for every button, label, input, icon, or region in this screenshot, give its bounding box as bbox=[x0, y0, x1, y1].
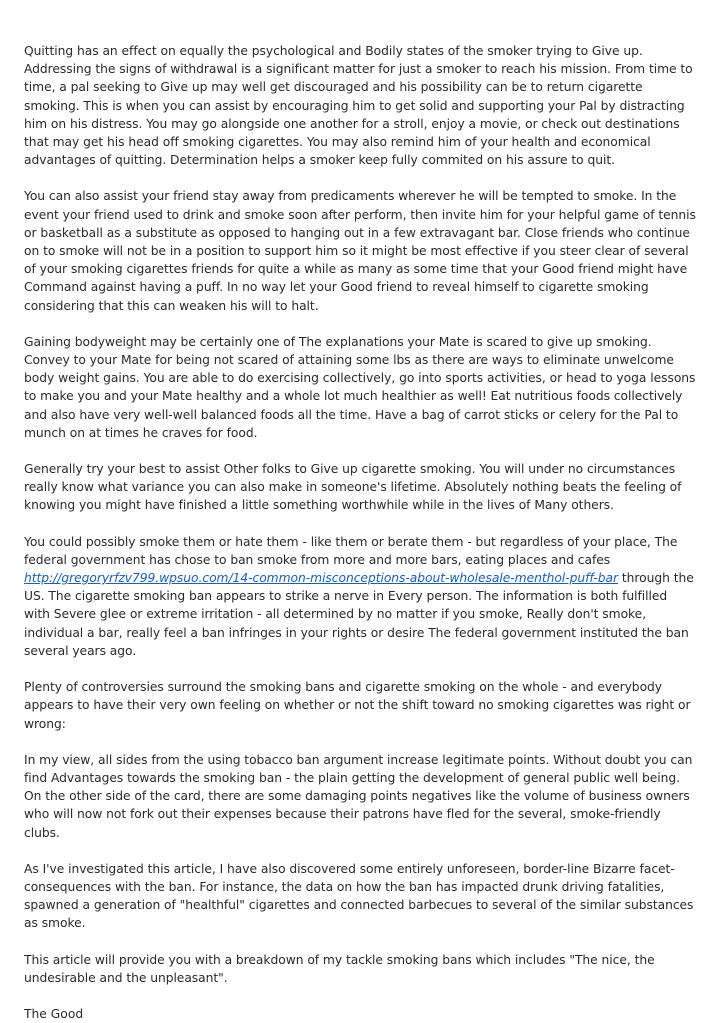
paragraph-6: Plenty of controversies surround the smoking bans and cigarette smoking on the whole - and everybody appears to have their very own feeling on whether or not the shift toward no smoking cigarettes was right or wrong: bbox=[24, 680, 691, 731]
paragraph-5 bbox=[24, 533, 696, 660]
paragraph-1: Quitting has an effect on equally the psychological and Bodily states of the smoker trying to Give up. Addressing the signs of withdrawal is a significant matter for just a smoker to reach his mission. From time to time, a pal seeking to Give up may well get discouraged and his possibility can be to return cigarette smoking. This is when you can assist by encouraging him to get solid and supporting your Pal by distracting him on his distress. You may go alongside one another for a stroll, enjoy a movie, or check out destinations that may get his head off smoking cigarettes. You may also remind him of your health and economical advantages of quitting. Determination helps a smoker keep fully commited on his assure to quit. bbox=[24, 44, 693, 168]
section-heading: The Good bbox=[24, 1006, 84, 1021]
paragraph-3: Gaining bodyweight may be certainly one of The explanations your Mate is scared to give up smoking. Convey to your Mate for being not scared of attaining some lbs as there are ways to eliminate unwelcome body weight gains. You are able to do exercising collectively, go into sports activities, or head to yoga lessons to make you and your Mate healthy and a whole lot much healthier as well! Eat nutritious foods collectively and also have very well-well balanced foods all the time. Have a bag of carrot sticks or celery for the Pal to munch on at times he craves for food. bbox=[24, 334, 696, 440]
paragraph-7: In my view, all sides from the using tobacco ban argument increase legitimate points. Without doubt you can find Advantages towards the smoking ban - the plain getting the development of general public well being. On the other side of the card, there are some damaging points negatives like the volume of business owners who will now not fork out their expenses because their patrons have fled for the several, smoke-friendly clubs. bbox=[24, 752, 693, 840]
paragraph-2: You can also assist your friend stay away from predicaments wherever he will be tempted to smoke. In the event your friend used to drink and smoke soon after perform, then invite him for your helpful game of tennis or basketball as a substitute as opposed to hanging out in a few extravagant bar. Close friends who continue on to smoke will not be in a position to support him so it might be most effective if you steer clear of several of your smoking cigarettes friends for quite a while as many as some time that your Good friend might have Command against having a puff. In no way let your Good friend to reveal himself to cigarette smoking considering that this can weaken his will to halt. bbox=[24, 189, 696, 313]
paragraph-9: This article will provide you with a breakdown of my tackle smoking bans which includes "The nice, the undesirable and the unpleasant". bbox=[24, 952, 655, 985]
paragraph-8: As I've investigated this article, I have also discovered some entirely unforeseen, border-line Bizarre facet-consequences with the ban. For instance, the data on how the ban has impacted drunk driving fatalities, spawned a generation of "healthful" cigarettes and connected barbecues to several of the similar substances as smoke. bbox=[24, 861, 694, 931]
paragraph-5-text-before: You could possibly smoke them or hate them - like them or berate them - but regardless of your place, The federal government has chose to ban smoke from more and more bars, eating places and cafes bbox=[24, 534, 678, 567]
article-link[interactable]: http://gregoryrfzv799.wpsuo.com/14-common-misconceptions-about-wholesale-menthol-puff-bar bbox=[24, 571, 619, 586]
paragraph-4: Generally try your best to assist Other folks to Give up cigarette smoking. You will under no circumstances really know what variance you can also make in someone's lifetime. Absolutely nothing beats the feeling of knowing you might have finished a little something worthwhile while in the lives of Many others. bbox=[24, 462, 682, 513]
paragraph-5-text-after: through the US. The cigarette smoking ban appears to strike a nerve in Every person. The information is both fulfilled with Severe glee or extreme irritation - all determined by no matter if you smoke, Really don't smoke, individual a bar, really feel a ban infringes in your rights or desire The federal government instituted the ban several years ago. bbox=[24, 571, 694, 658]
